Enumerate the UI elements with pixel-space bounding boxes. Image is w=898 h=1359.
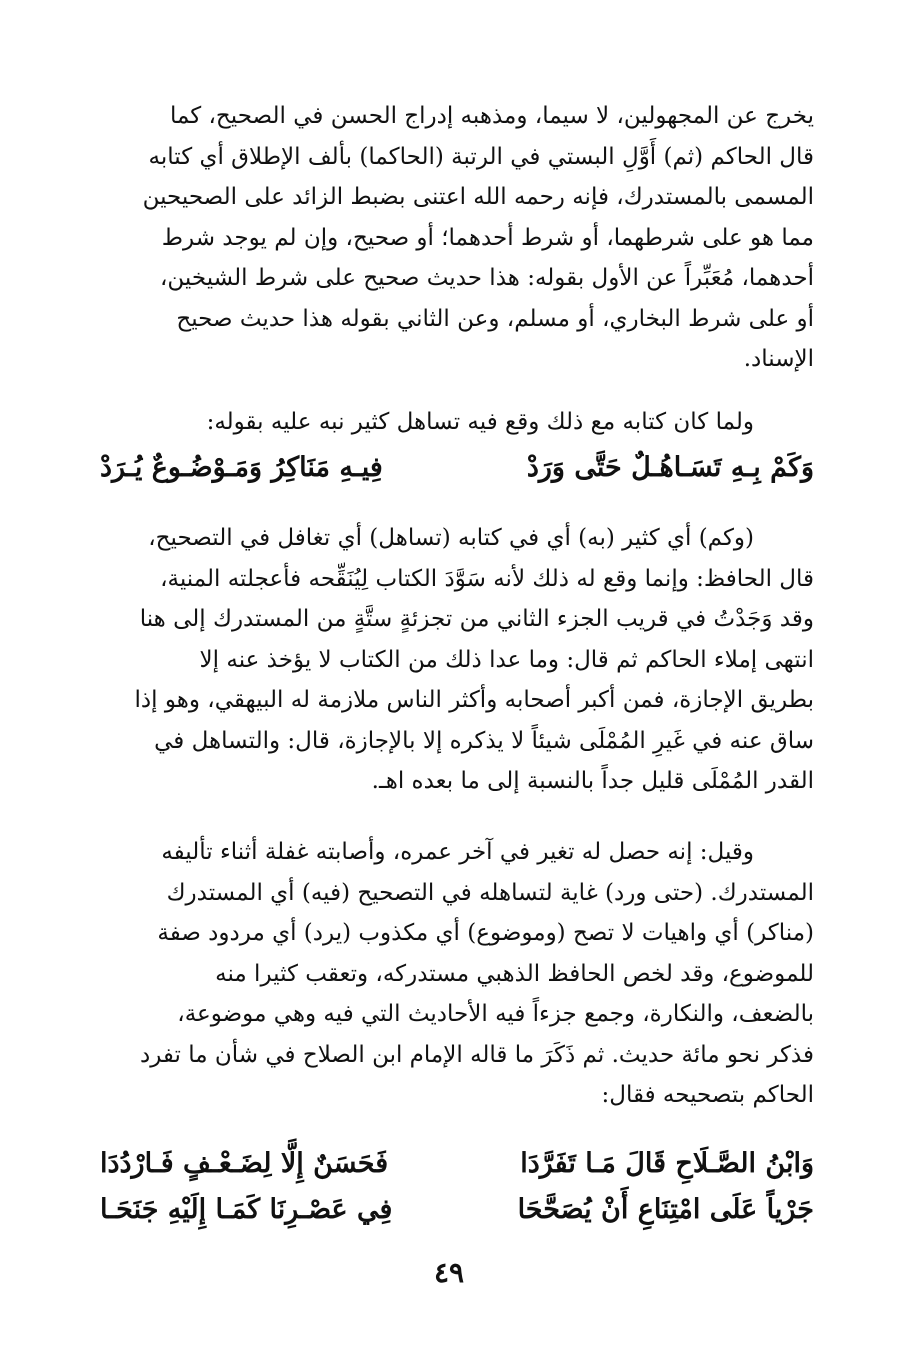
paragraph-line: (وكم) أي كثير (به) أي في كتابه (تساهل) أي تغافل في التصحيح، <box>148 525 754 551</box>
verse-first-hemistich: وَابْنُ الصَّـلَاحِ قَالَ مَـا تَفَرَّدَا <box>520 1148 814 1179</box>
paragraph-line: أو على شرط البخاري، أو مسلم، وعن الثاني بقوله هذا حديث صحيح <box>176 305 814 332</box>
verse-second-hemistich: فِي عَصْـرِنَا كَمَـا إِلَيْهِ جَنَحَـا <box>100 1194 393 1225</box>
paragraph-line: المسمى بالمستدرك، فإنه رحمه الله اعتنى بضبط الزائد على الصحيحين <box>142 184 814 210</box>
paragraph-3 <box>100 518 814 802</box>
paragraph-line: للموضوع، وقد لخص الحافظ الذهبي مستدركه، وتعقب كثيرا منه <box>215 960 814 987</box>
verse-3 <box>100 1190 814 1230</box>
paragraph-line: قال الحافظ: وإنما وقع له ذلك لأنه سَوَّدَ الكتاب لِيُنَقِّحه فأعجلته المنية، <box>160 565 814 592</box>
verse-first-hemistich: وَكَمْ بِـهِ تَسَـاهُـلٌ حَتَّى وَرَدْ <box>526 452 814 483</box>
paragraph-4 <box>100 832 814 1116</box>
paragraph-line: بالضعف، والنكارة، وجمع جزءاً فيه الأحاديث التي فيه وهي موضوعة، <box>177 1001 814 1027</box>
paragraph-line: بطريق الإجازة، فمن أكبر أصحابه وأكثر الناس ملازمة له البيهقي، وهو إذا <box>134 687 814 713</box>
paragraph-line: فذكر نحو مائة حديث. ثم ذَكَرَ ما قاله الإمام ابن الصلاح في شأن ما تفرد <box>139 1041 814 1068</box>
verse-2 <box>100 1144 814 1184</box>
paragraph-line: مما هو على شرطهما، أو شرط أحدهما؛ أو صحيح، وإن لم يوجد شرط <box>161 224 814 251</box>
paragraph-2 <box>100 402 814 443</box>
paragraph-line: (مناكر) أي واهيات لا تصح (وموضوع) أي مكذوب (يرد) أي مردود صفة <box>157 920 814 946</box>
paragraph-line: ولما كان كتابه مع ذلك وقع فيه تساهل كثير نبه عليه بقوله: <box>206 409 754 435</box>
verse-1 <box>100 448 814 488</box>
paragraph-line: المستدرك. (حتى ورد) غاية لتساهله في التصحيح (فيه) أي المستدرك <box>166 879 814 906</box>
paragraph-line: قال الحاكم (ثم) أَوَّلِ البستي في الرتبة (الحاكما) بألف الإطلاق أي كتابه <box>148 143 814 170</box>
paragraph-line: الإسناد. <box>743 346 814 372</box>
paragraph-line: وقيل: إنه حصل له تغير في آخر عمره، وأصابته غفلة أثناء تأليفه <box>161 839 754 865</box>
paragraph-line: يخرج عن المجهولين، لا سيما، ومذهبه إدراج الحسن في الصحيح، كما <box>169 103 814 129</box>
paragraph-line: الحاكم بتصحيحه فقال: <box>601 1082 814 1108</box>
paragraph-line: انتهى إملاء الحاكم ثم قال: وما عدا ذلك من الكتاب لا يؤخذ عنه إلا <box>199 646 814 673</box>
paragraph-line: وقد وَجَدْتُ في قريب الجزء الثاني من تجزئةٍ ستَّةٍ من المستدرك إلى هنا <box>139 606 814 632</box>
paragraph-1 <box>100 96 814 380</box>
paragraph-line: أحدهما، مُعَبِّراً عن الأول بقوله: هذا حديث صحيح على شرط الشيخين، <box>160 265 814 291</box>
verse-second-hemistich: فَحَسَنٌ إِلَّا لِضَـعْـفٍ فَـارْدُدَا <box>100 1148 389 1179</box>
paragraph-line: ساق عنه في غَيرِ المُمْلَى شيئاً لا يذكره إلا بالإجازة، قال: والتساهل في <box>154 727 814 754</box>
verse-second-hemistich: فِيـهِ مَنَاكِرُ وَمَـوْضُـوعٌ يُـرَدْ <box>100 452 383 483</box>
paragraph-line: القدر المُمْلَى قليل جداً بالنسبة إلى ما بعده اهـ. <box>371 768 814 794</box>
verse-first-hemistich: جَرْياً عَلَى امْتِنَاعِ أَنْ يُصَحَّحَا <box>517 1194 814 1225</box>
page-number: ٤٩ <box>433 1256 465 1289</box>
